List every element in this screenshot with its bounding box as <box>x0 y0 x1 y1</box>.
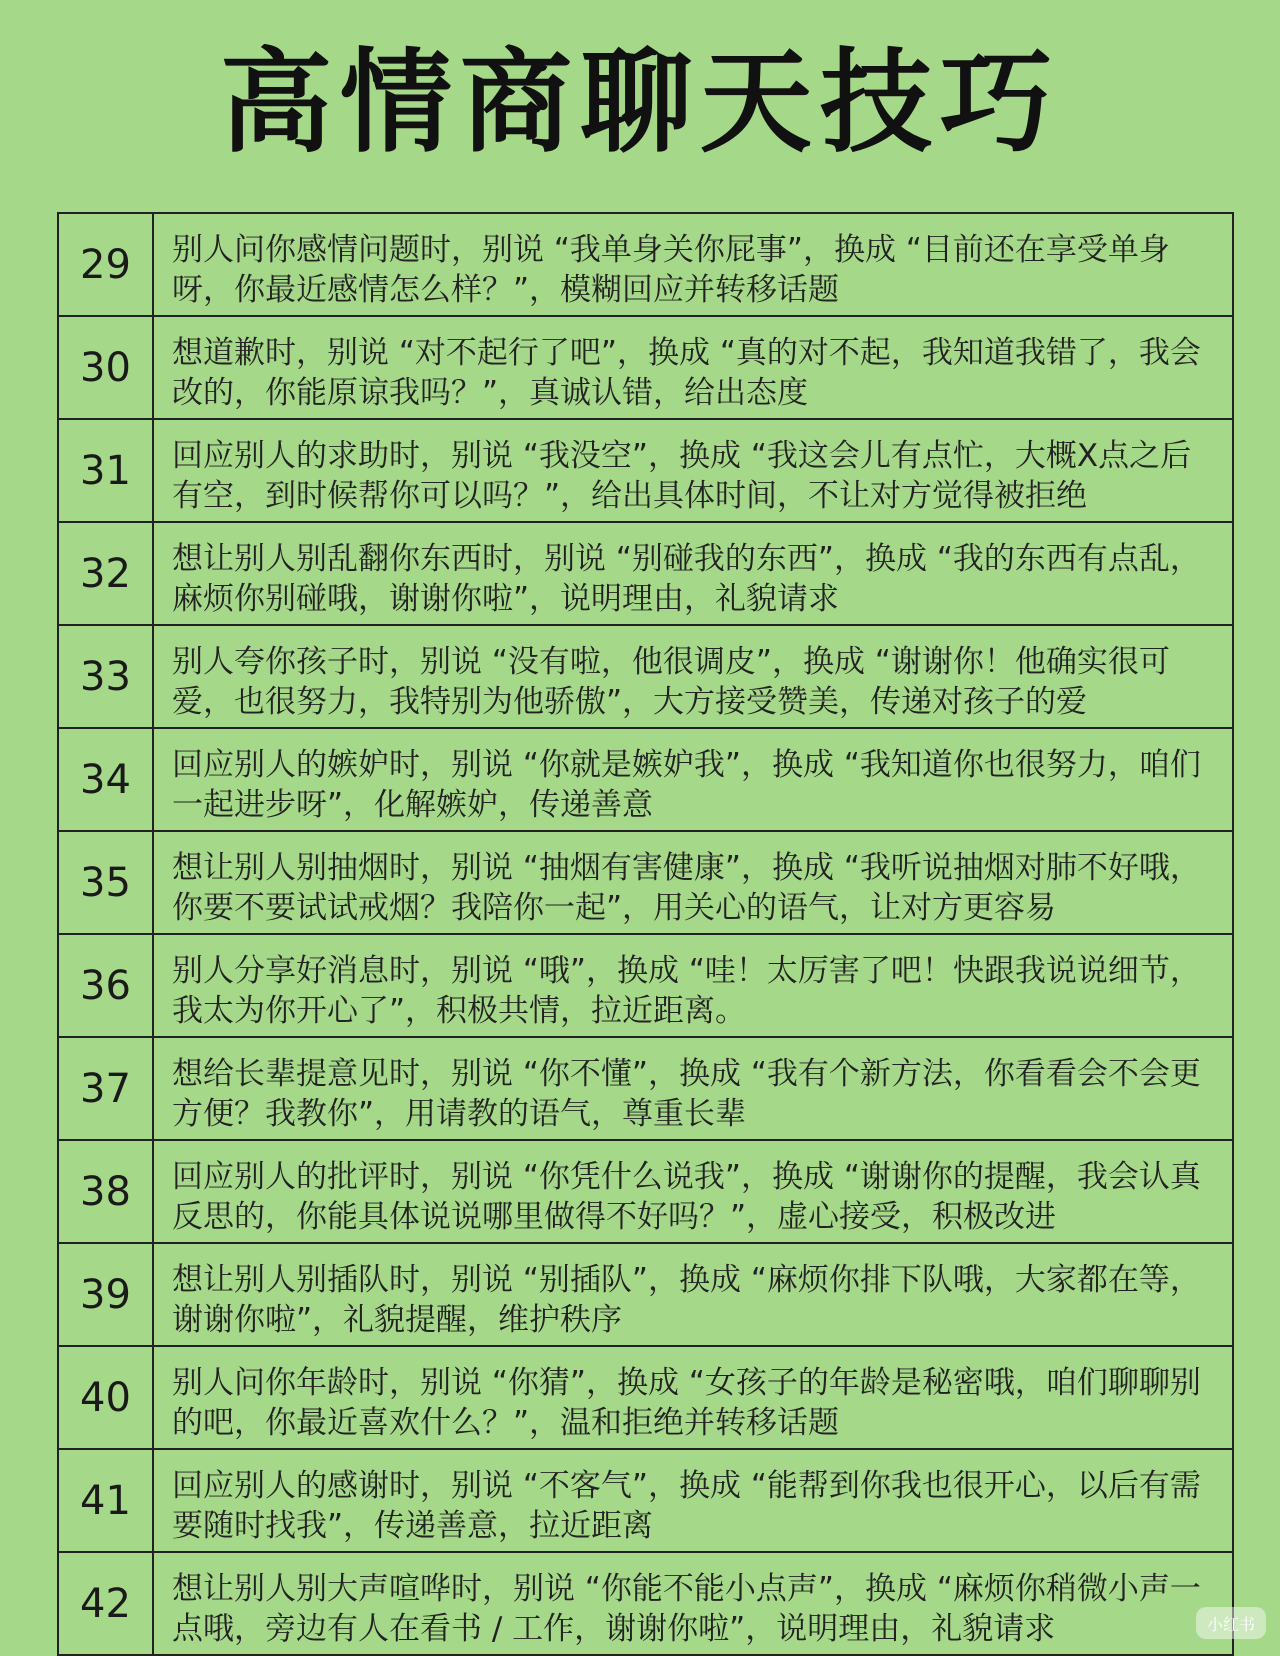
row-number: 33 <box>59 626 154 727</box>
row-text: 想让别人别大声喧哗时，别说 “你能不能小点声”，换成 “麻烦你稍微小声一点哦，旁边有人在看书 / 工作，谢谢你啦”，说明理由，礼貌请求 <box>172 1570 1201 1647</box>
row-text: 别人问你感情问题时，别说 “我单身关你屁事”，换成 “目前还在享受单身呀，你最近感情怎么样？”，模糊回应并转移话题 <box>172 231 1170 308</box>
table-row <box>59 523 1232 626</box>
table-row <box>59 1553 1232 1656</box>
row-number: 40 <box>59 1347 154 1448</box>
table-row <box>59 1141 1232 1244</box>
watermark-logo: 小红书 <box>1196 1607 1266 1639</box>
row-text: 想让别人别插队时，别说 “别插队”，换成 “麻烦你排下队哦，大家都在等，谢谢你啦”，礼貌提醒，维护秩序 <box>172 1261 1201 1338</box>
row-number: 34 <box>59 729 154 830</box>
row-text: 别人夸你孩子时，别说 “没有啦，他很调皮”，换成 “谢谢你！他确实很可爱，也很努力，我特别为他骄傲”，大方接受赞美，传递对孩子的爱 <box>172 643 1170 720</box>
row-number: 37 <box>59 1038 154 1139</box>
table-row <box>59 214 1232 317</box>
table-row <box>59 935 1232 1038</box>
row-text: 回应别人的求助时，别说 “我没空”，换成 “我这会儿有点忙，大概X点之后有空，到时候帮你可以吗？”，给出具体时间，不让对方觉得被拒绝 <box>172 437 1192 514</box>
row-text: 别人问你年龄时，别说 “你猜”，换成 “女孩子的年龄是秘密哦，咱们聊聊别的吧，你最近喜欢什么？”，温和拒绝并转移话题 <box>172 1364 1201 1441</box>
row-number: 39 <box>59 1244 154 1345</box>
table-row <box>59 1244 1232 1347</box>
row-text: 想给长辈提意见时，别说 “你不懂”，换成 “我有个新方法，你看看会不会更方便？我教你”，用请教的语气，尊重长辈 <box>172 1055 1201 1132</box>
row-text: 回应别人的批评时，别说 “你凭什么说我”，换成 “谢谢你的提醒，我会认真反思的，你能具体说说哪里做得不好吗？”，虚心接受，积极改进 <box>172 1158 1201 1235</box>
row-text: 想道歉时，别说 “对不起行了吧”，换成 “真的对不起，我知道我错了，我会改的，你能原谅我吗？”，真诚认错，给出态度 <box>172 334 1201 411</box>
row-text: 回应别人的感谢时，别说 “不客气”，换成 “能帮到你我也很开心，以后有需要随时找我”，传递善意，拉近距离 <box>172 1467 1201 1544</box>
table-row <box>59 1038 1232 1141</box>
page-title: 高情商聊天技巧 <box>220 38 1060 168</box>
table-row <box>59 729 1232 832</box>
table-row <box>59 1450 1232 1553</box>
row-number: 42 <box>59 1553 154 1654</box>
row-text: 别人分享好消息时，别说 “哦”，换成 “哇！太厉害了吧！快跟我说说细节，我太为你开心了”，积极共情，拉近距离。 <box>172 952 1201 1029</box>
row-text: 想让别人别抽烟时，别说 “抽烟有害健康”，换成 “我听说抽烟对肺不好哦，你要不要试试戒烟？我陪你一起”，用关心的语气，让对方更容易 <box>172 849 1201 926</box>
row-number: 35 <box>59 832 154 933</box>
row-number: 30 <box>59 317 154 418</box>
row-number: 31 <box>59 420 154 521</box>
row-number: 29 <box>59 214 154 315</box>
row-text: 想让别人别乱翻你东西时，别说 “别碰我的东西”，换成 “我的东西有点乱，麻烦你别碰哦，谢谢你啦”，说明理由，礼貌请求 <box>172 540 1201 617</box>
row-number: 36 <box>59 935 154 1036</box>
row-number: 32 <box>59 523 154 624</box>
row-number: 38 <box>59 1141 154 1242</box>
table-row <box>59 420 1232 523</box>
table-row <box>59 626 1232 729</box>
table-row <box>59 832 1232 935</box>
row-number: 41 <box>59 1450 154 1551</box>
table-row <box>59 1347 1232 1450</box>
row-text: 回应别人的嫉妒时，别说 “你就是嫉妒我”，换成 “我知道你也很努力，咱们一起进步呀”，化解嫉妒，传递善意 <box>172 746 1201 823</box>
tips-table <box>57 212 1234 1656</box>
table-row <box>59 317 1232 420</box>
